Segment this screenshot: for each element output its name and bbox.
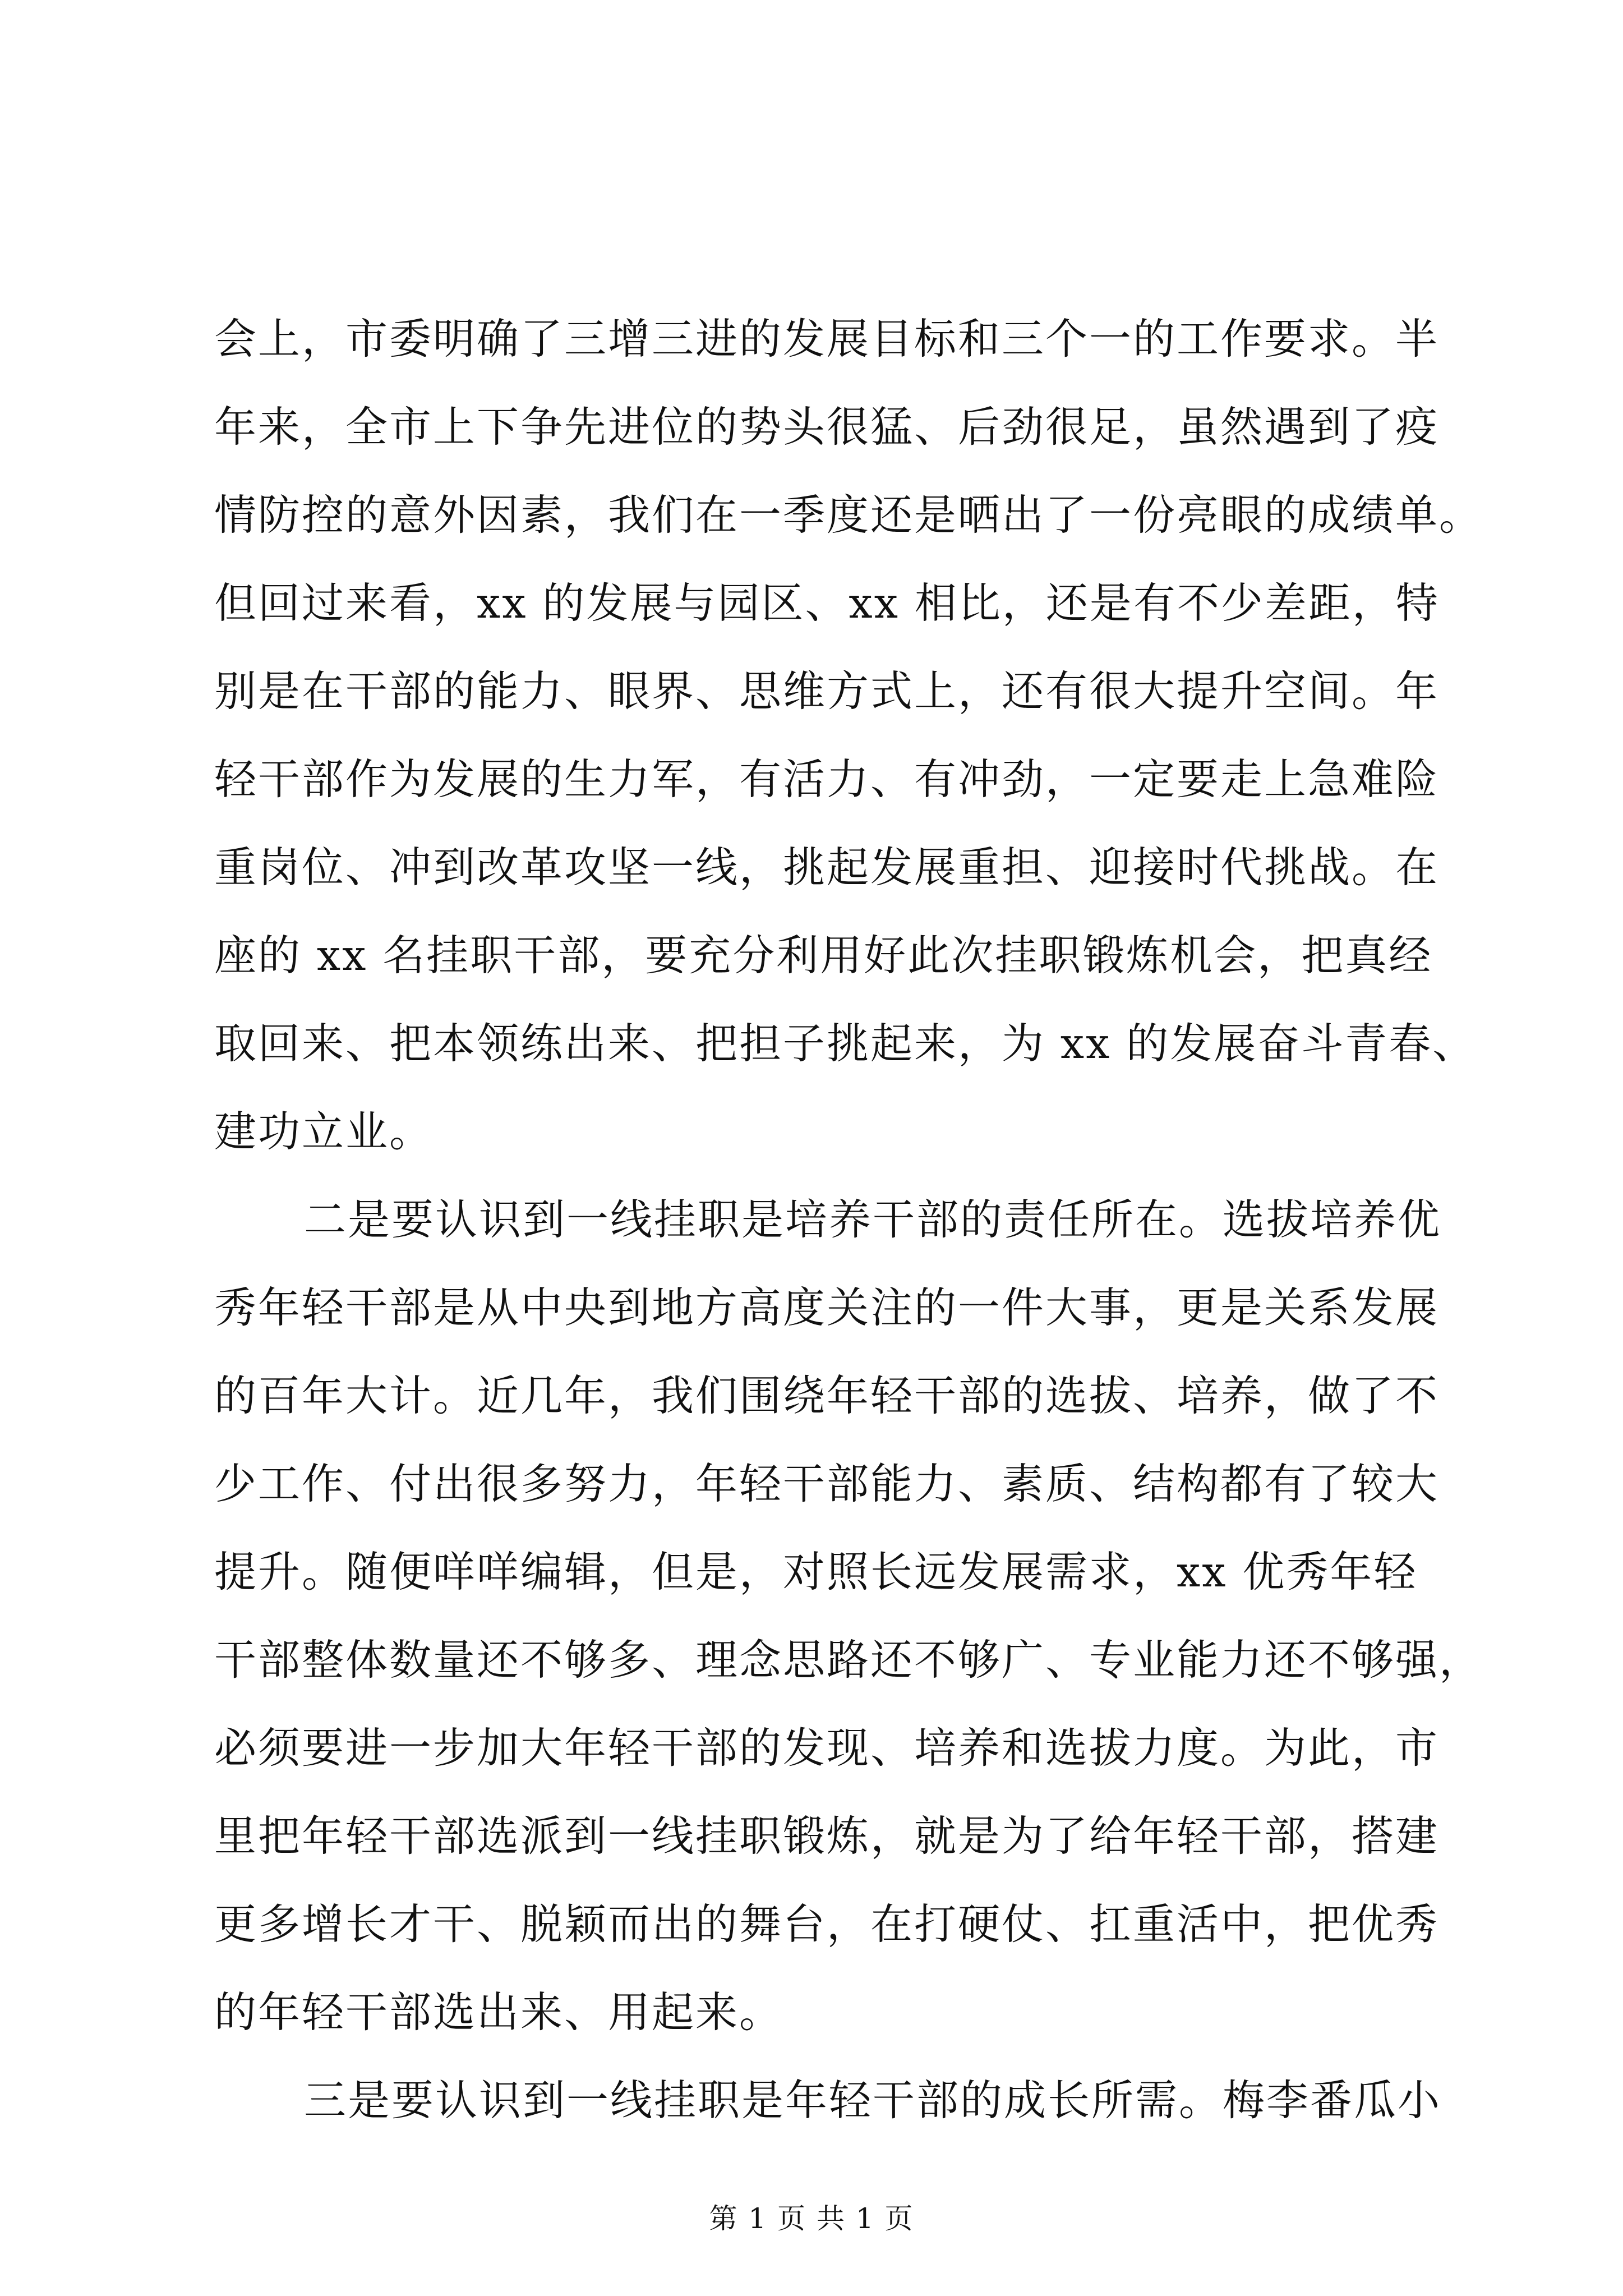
document-body	[214, 295, 1504, 2145]
text-line: 取回来、把本领练出来、把担子挑起来，为 xx 的发展奋斗青春、	[214, 1019, 1477, 1068]
text-line: 座的 xx 名挂职干部，要充分利用好此次挂职锻炼机会，把真经	[214, 931, 1433, 980]
text-line: 提升。随便咩咩编辑，但是，对照长远发展需求，xx 优秀年轻	[214, 1547, 1418, 1596]
text-line: 但回过来看，xx 的发展与园区、xx 相比，还是有不少差距，特	[214, 578, 1440, 628]
text-line: 的年轻干部选出来、用起来。	[214, 1987, 783, 2037]
text-line: 必须要进一步加大年轻干部的发现、培养和选拔力度。为此，市	[214, 1723, 1440, 1773]
page-footer	[0, 2202, 1623, 2235]
text-line: 轻干部作为发展的生力军，有活力、有冲劲，一定要走上急难险	[214, 754, 1440, 804]
text-line: 的百年大计。近几年，我们围绕年轻干部的选拔、培养，做了不	[214, 1371, 1440, 1420]
text-line: 干部整体数量还不够多、理念思路还不够广、专业能力还不够强，	[214, 1635, 1483, 1685]
text-line: 情防控的意外因素，我们在一季度还是晒出了一份亮眼的成绩单。	[214, 490, 1483, 540]
paragraph-start-line: 二是要认识到一线挂职是培养干部的责任所在。选拔培养优	[304, 1195, 1442, 1244]
text-line: 重岗位、冲到改革攻坚一线，挑起发展重担、迎接时代挑战。在	[214, 843, 1440, 892]
text-line: 会上，市委明确了三增三进的发展目标和三个一的工作要求。半	[214, 314, 1440, 364]
text-line: 建功立业。	[214, 1107, 434, 1156]
page-number-label: 第 1 页 共 1 页	[709, 2202, 914, 2235]
text-line: 里把年轻干部选派到一线挂职锻炼，就是为了给年轻干部，搭建	[214, 1811, 1440, 1861]
text-line: 秀年轻干部是从中央到地方高度关注的一件大事，更是关系发展	[214, 1283, 1440, 1332]
paragraph-start-line: 三是要认识到一线挂职是年轻干部的成长所需。梅李番瓜小	[304, 2076, 1442, 2125]
text-line: 年来，全市上下争先进位的势头很猛、后劲很足，虽然遇到了疫	[214, 402, 1440, 452]
text-line: 更多增长才干、脱颖而出的舞台，在打硬仗、扛重活中，把优秀	[214, 1899, 1440, 1949]
text-line: 少工作、付出很多努力，年轻干部能力、素质、结构都有了较大	[214, 1459, 1440, 1508]
text-line: 别是在干部的能力、眼界、思维方式上，还有很大提升空间。年	[214, 666, 1440, 716]
